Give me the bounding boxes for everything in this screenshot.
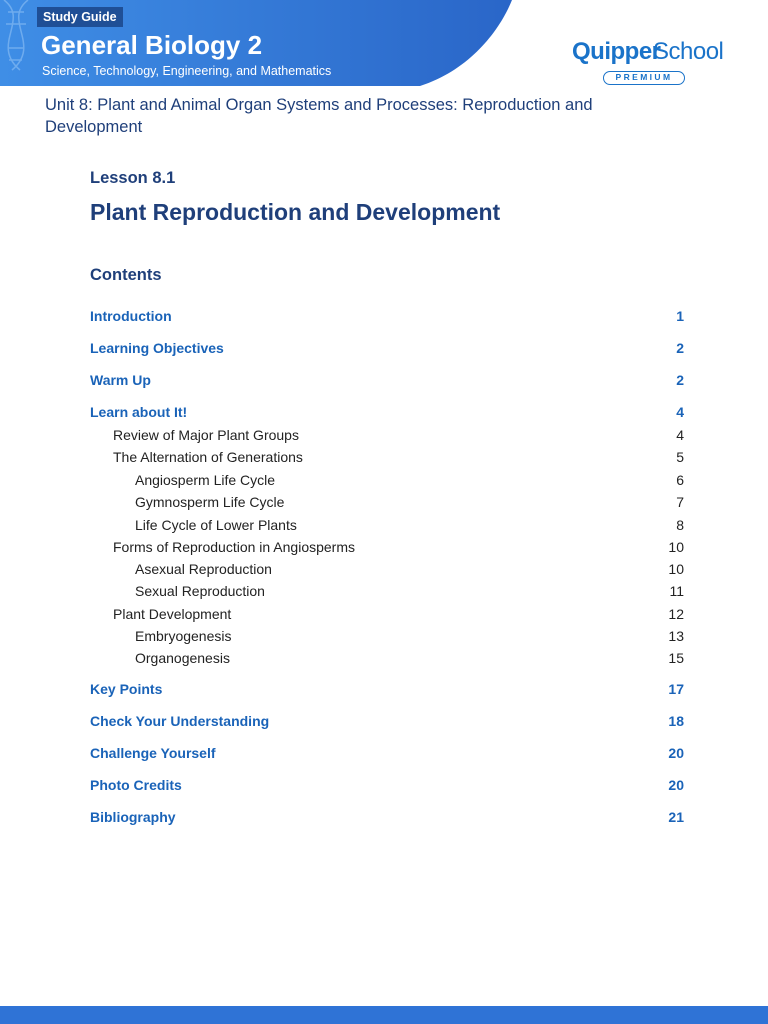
toc-entry-page: 7: [676, 494, 684, 510]
toc-entry-introduction[interactable]: [90, 306, 684, 326]
toc-entry-page: 6: [676, 472, 684, 488]
unit-title: Unit 8: Plant and Animal Organ Systems and Processes: Reproduction and Development: [45, 96, 593, 136]
toc-entry-title: Forms of Reproduction in Angiosperms: [113, 539, 355, 555]
footer-bar: [0, 1006, 768, 1024]
toc-entry-page: 8: [676, 517, 684, 533]
toc-entry-page: 21: [668, 809, 684, 825]
toc-entry-page: 11: [669, 583, 684, 599]
toc-entry-page: 12: [668, 606, 684, 622]
premium-badge: PREMIUM: [603, 71, 685, 85]
toc-entry-page: 20: [668, 745, 684, 761]
toc-entry-title: Sexual Reproduction: [135, 583, 265, 599]
toc-entry-title: Introduction: [90, 308, 172, 324]
toc-entry-forms-of-reproduction[interactable]: [90, 537, 684, 557]
toc-entry-page: 5: [676, 449, 684, 465]
toc-entry-title: Bibliography: [90, 809, 176, 825]
toc-entry-alternation-of-generations[interactable]: [90, 447, 684, 467]
toc-entry-title: Photo Credits: [90, 777, 182, 793]
toc-entry-page: 1: [676, 308, 684, 324]
lesson-title: Plant Reproduction and Development: [90, 199, 501, 225]
toc-entry-gymnosperm-life-cycle[interactable]: [90, 492, 684, 512]
toc-entry-title: Life Cycle of Lower Plants: [135, 517, 297, 533]
toc-entry-asexual-reproduction[interactable]: [90, 559, 684, 579]
toc-entry-organogenesis[interactable]: [90, 648, 684, 668]
toc-entry-page: 2: [676, 372, 684, 388]
course-subtitle: Science, Technology, Engineering, and Mathematics: [42, 64, 332, 78]
toc-entry-title: Gymnosperm Life Cycle: [135, 494, 285, 510]
toc-entry-title: Warm Up: [90, 372, 151, 388]
toc-entry-photo-credits[interactable]: [90, 775, 684, 795]
toc-entry-title: Plant Development: [113, 606, 232, 622]
toc-entry-title: Key Points: [90, 681, 163, 697]
toc-entry-page: 2: [676, 340, 684, 356]
contents-heading: Contents: [90, 266, 162, 284]
toc-entry-title: Check Your Understanding: [90, 713, 270, 729]
toc-entry-page: 10: [668, 539, 684, 555]
toc-entry-page: 15: [668, 650, 684, 666]
toc-entry-warm-up[interactable]: [90, 370, 684, 390]
toc-entry-angiosperm-life-cycle[interactable]: [90, 470, 684, 490]
quipper-school-logo: [570, 38, 730, 90]
toc-entry-page: 18: [668, 713, 684, 729]
toc-entry-learn-about-it[interactable]: [90, 402, 684, 422]
toc-entry-title: Embryogenesis: [135, 628, 232, 644]
toc-entry-page: 10: [668, 561, 684, 577]
toc-entry-title: Learn about It!: [90, 404, 188, 420]
toc-entry-embryogenesis[interactable]: [90, 626, 684, 646]
lesson-label: Lesson 8.1: [90, 169, 176, 187]
course-title: General Biology 2: [41, 30, 263, 60]
toc-entry-challenge-yourself[interactable]: [90, 743, 684, 763]
toc-entry-title: Learning Objectives: [90, 340, 224, 356]
study-guide-tag: Study Guide: [37, 7, 123, 27]
toc-entry-review-of-major-plant-groups[interactable]: [90, 425, 684, 445]
toc-entry-life-cycle-of-lower-plants[interactable]: [90, 515, 684, 535]
toc-entry-check-your-understanding[interactable]: [90, 711, 684, 731]
toc-entry-plant-development[interactable]: [90, 604, 684, 624]
toc-entry-key-points[interactable]: [90, 679, 684, 699]
toc-entry-title: Organogenesis: [135, 650, 230, 666]
toc-entry-bibliography[interactable]: [90, 807, 684, 827]
toc-entry-sexual-reproduction[interactable]: [90, 581, 684, 601]
toc-entry-title: Asexual Reproduction: [135, 561, 272, 577]
logo-quipper-text: Quipper: [572, 38, 661, 65]
toc-entry-title: Review of Major Plant Groups: [113, 427, 299, 443]
toc-entry-title: The Alternation of Generations: [113, 449, 303, 465]
toc-entry-page: 13: [668, 628, 684, 644]
logo-school-text: School: [653, 38, 724, 65]
toc-entry-page: 17: [668, 681, 684, 697]
toc-entry-learning-objectives[interactable]: [90, 338, 684, 358]
toc-entry-title: Angiosperm Life Cycle: [135, 472, 276, 488]
toc-entry-page: 4: [676, 427, 684, 443]
toc-entry-title: Challenge Yourself: [90, 745, 216, 761]
toc-entry-page: 20: [668, 777, 684, 793]
toc-entry-page: 4: [676, 404, 684, 420]
